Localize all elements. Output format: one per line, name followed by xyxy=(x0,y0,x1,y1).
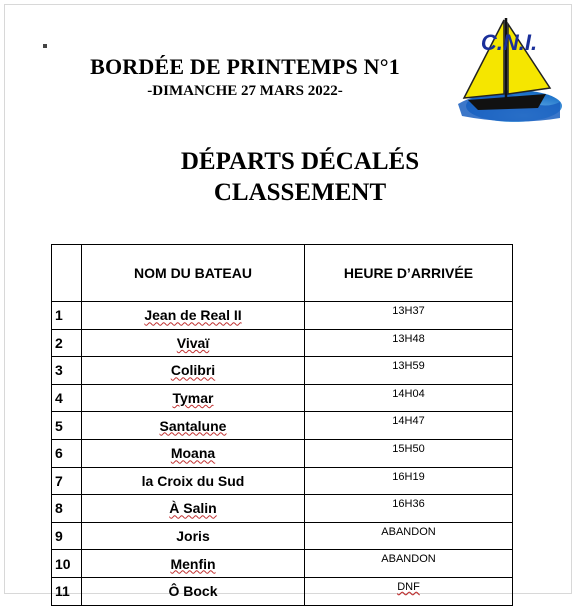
boat-name: Colibri xyxy=(170,362,216,379)
arrival-time-cell: 16H19 xyxy=(305,467,513,495)
table-row xyxy=(52,357,513,385)
arrival-time-cell: 13H59 xyxy=(305,357,513,385)
boat-name-cell xyxy=(82,329,305,357)
logo-text: C.N.I. xyxy=(480,30,538,55)
rank-cell: 6 xyxy=(52,439,82,467)
arrival-time-cell xyxy=(305,577,513,605)
rank-cell: 5 xyxy=(52,412,82,440)
boat-name: Joris xyxy=(176,528,210,545)
boat-name: Jean de Real II xyxy=(144,307,242,324)
event-title: BORDÉE DE PRINTEMPS N°1 xyxy=(90,54,400,79)
boat-name-cell xyxy=(82,302,305,330)
rank-cell: 4 xyxy=(52,384,82,412)
table-row xyxy=(52,495,513,523)
boat-name: À Salin xyxy=(169,500,217,517)
arrival-time: DNF xyxy=(397,580,420,593)
rank-cell: 9 xyxy=(52,522,82,550)
boat-name-cell xyxy=(82,412,305,440)
boat-name: Menfin xyxy=(170,555,216,572)
arrival-time-cell: 14H47 xyxy=(305,412,513,440)
boat-name-cell xyxy=(82,357,305,385)
boat-name-cell xyxy=(82,384,305,412)
corner-mark xyxy=(43,44,47,48)
arrival-time-cell: 13H37 xyxy=(305,302,513,330)
boat-name-cell xyxy=(82,495,305,523)
boat-name-cell xyxy=(82,467,305,495)
boat-name: Vivaï xyxy=(176,334,210,351)
rank-cell: 2 xyxy=(52,329,82,357)
table-row xyxy=(52,467,513,495)
results-table xyxy=(51,244,513,606)
rank-cell: 1 xyxy=(52,302,82,330)
boat-name-cell xyxy=(82,577,305,605)
boat-name: Santalune xyxy=(159,417,227,434)
table-row xyxy=(52,329,513,357)
table-row xyxy=(52,550,513,578)
table-header-row xyxy=(52,245,513,302)
arrival-time-cell: 16H36 xyxy=(305,495,513,523)
boat-name: Moana xyxy=(170,445,216,462)
rank-cell: 3 xyxy=(52,357,82,385)
table-row xyxy=(52,439,513,467)
boat-name: Ô Bock xyxy=(168,583,218,600)
boat-name: Tymar xyxy=(172,390,214,407)
arrival-time-cell: ABANDON xyxy=(305,522,513,550)
boat-name-cell xyxy=(82,439,305,467)
arrival-time-cell: 15H50 xyxy=(305,439,513,467)
rank-cell: 8 xyxy=(52,495,82,523)
event-date: -DIMANCHE 27 MARS 2022- xyxy=(147,83,343,99)
column-header-rank xyxy=(52,245,82,302)
section-heading-departures: DÉPARTS DÉCALÉS xyxy=(180,148,420,175)
arrival-time-cell: 14H04 xyxy=(305,384,513,412)
table-row xyxy=(52,412,513,440)
table-row xyxy=(52,577,513,605)
rank-cell: 7 xyxy=(52,467,82,495)
boat-name-cell xyxy=(82,522,305,550)
column-header-boat-name: NOM DU BATEAU xyxy=(82,245,305,302)
arrival-time-cell: ABANDON xyxy=(305,550,513,578)
boat-name-cell xyxy=(82,550,305,578)
table-row xyxy=(52,384,513,412)
rank-cell: 11 xyxy=(52,577,82,605)
table-row xyxy=(52,302,513,330)
section-heading-ranking: CLASSEMENT xyxy=(213,179,387,206)
arrival-time-cell: 13H48 xyxy=(305,329,513,357)
column-header-arrival-time: HEURE D’ARRIVÉE xyxy=(305,245,513,302)
rank-cell: 10 xyxy=(52,550,82,578)
table-row xyxy=(52,522,513,550)
cni-logo-icon xyxy=(454,14,564,126)
boat-name: la Croix du Sud xyxy=(141,472,245,489)
